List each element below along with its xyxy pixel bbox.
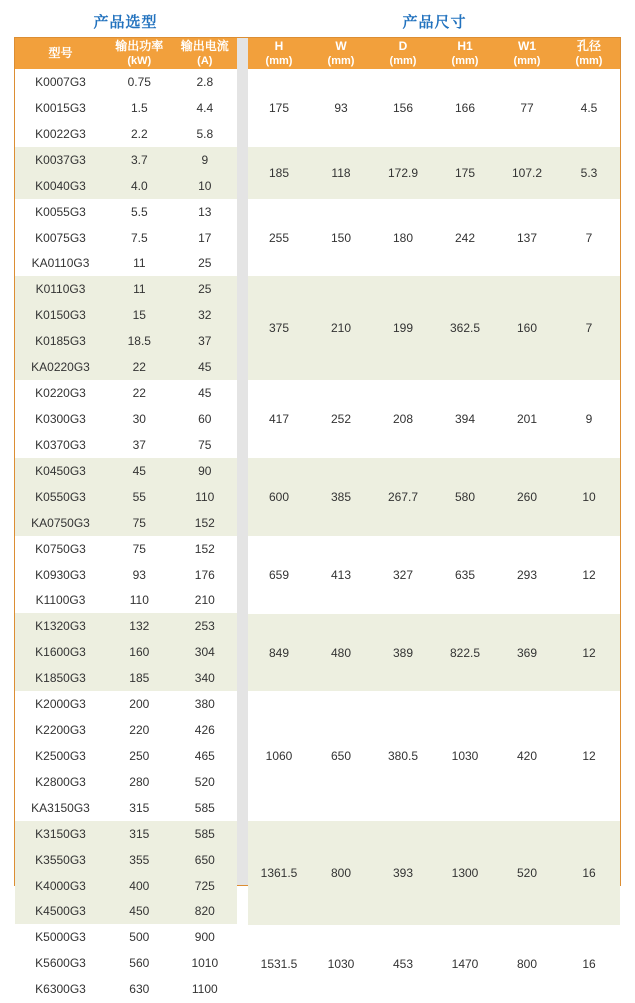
model-cell: KA0110G3 [31, 256, 90, 271]
power-kw-cell: 560 [129, 956, 150, 971]
dim-hole-diameter-cell: 7 [585, 321, 593, 336]
current-a-cell: 585 [194, 826, 215, 841]
table-row [15, 121, 237, 147]
dim-w1-cell: 260 [516, 489, 538, 504]
dim-d-cell: 380.5 [387, 749, 419, 764]
table-row [15, 250, 237, 276]
model-cell: K6300G3 [35, 982, 86, 997]
model-cell: K5600G3 [35, 956, 86, 971]
model-group [15, 458, 237, 536]
dim-h-cell: 600 [268, 489, 290, 504]
current-a-cell: 152 [194, 541, 215, 556]
dim-h1-cell: 1300 [451, 865, 479, 880]
model-cell: K0007G3 [35, 74, 86, 89]
power-kw-cell: 4.0 [130, 178, 148, 193]
model-cell: K0040G3 [35, 178, 86, 193]
power-kw-cell: 15 [132, 308, 146, 323]
table-row [15, 536, 237, 562]
dim-w-cell: 480 [330, 645, 352, 660]
current-a-cell: 45 [198, 360, 212, 375]
dim-h-cell: 849 [268, 645, 290, 660]
model-cell: K0550G3 [35, 489, 86, 504]
table-row [15, 458, 237, 484]
power-kw-cell: 0.75 [127, 74, 151, 89]
current-a-cell: 1010 [191, 956, 219, 971]
table-row [15, 199, 237, 225]
table-row [15, 380, 237, 406]
power-kw-cell: 75 [132, 515, 146, 530]
power-kw-cell: 22 [132, 386, 146, 401]
power-kw-cell: 315 [129, 826, 150, 841]
current-a-cell: 520 [194, 774, 215, 789]
dim-h1-cell: 242 [454, 230, 476, 245]
dim-hole-diameter-cell: 12 [582, 749, 596, 764]
dim-w1-cell: 800 [516, 956, 538, 971]
dim-hole-diameter-cell: 4.5 [580, 100, 598, 115]
dim-hole-diameter-cell: 9 [585, 412, 593, 427]
power-kw-cell: 200 [129, 697, 150, 712]
current-a-cell: 10 [198, 178, 212, 193]
header-output-power: 输出功率 (kW) [115, 39, 164, 68]
dim-h-cell: 659 [268, 567, 290, 582]
spec-tables-container [14, 37, 621, 997]
current-a-cell: 253 [194, 619, 215, 634]
model-cell: K0150G3 [35, 308, 86, 323]
model-group [15, 613, 237, 691]
dim-d-cell: 389 [392, 645, 414, 660]
current-a-cell: 820 [194, 904, 215, 919]
power-kw-cell: 93 [132, 567, 146, 582]
model-cell: K4500G3 [35, 904, 86, 919]
current-a-cell: 176 [194, 567, 215, 582]
header-hole-diameter: 孔径 (mm) [575, 39, 603, 68]
product-selection-table [15, 38, 237, 997]
dim-w1-cell: 201 [516, 412, 538, 427]
dim-hole-diameter-cell: 16 [582, 956, 596, 971]
model-cell: K1100G3 [35, 593, 86, 608]
model-cell: K0750G3 [35, 541, 86, 556]
model-cell: K0075G3 [35, 230, 86, 245]
table-row [15, 484, 237, 510]
model-group [15, 199, 237, 277]
table-row [15, 873, 237, 899]
current-a-cell: 75 [198, 437, 212, 452]
dim-h1-cell: 1030 [451, 749, 479, 764]
current-a-cell: 13 [198, 204, 212, 219]
dimensions-table-header-row [248, 38, 620, 69]
dim-d-cell: 199 [392, 321, 414, 336]
current-a-cell: 90 [198, 463, 212, 478]
power-kw-cell: 3.7 [130, 152, 148, 167]
power-kw-cell: 11 [133, 282, 146, 297]
table-row [15, 613, 237, 639]
model-cell: K2200G3 [35, 723, 86, 738]
table-row [15, 510, 237, 536]
current-a-cell: 37 [198, 334, 212, 349]
dim-d-cell: 393 [392, 865, 414, 880]
dim-w1-cell: 160 [516, 321, 538, 336]
header-h1: H1 (mm) [451, 39, 479, 68]
dim-hole-diameter-cell: 7 [585, 230, 593, 245]
model-group [15, 821, 237, 925]
current-a-cell: 304 [194, 645, 215, 660]
table-divider [237, 38, 248, 885]
dim-d-cell: 453 [392, 956, 414, 971]
model-cell: K1320G3 [35, 619, 86, 634]
current-a-cell: 152 [194, 515, 215, 530]
dim-d-cell: 180 [392, 230, 414, 245]
dim-h-cell: 417 [268, 412, 290, 427]
dimension-group-row [248, 821, 620, 925]
power-kw-cell: 22 [132, 360, 146, 375]
dim-h-cell: 1531.5 [260, 956, 298, 971]
header-output-current: 输出电流 (A) [180, 39, 229, 68]
power-kw-cell: 315 [129, 800, 150, 815]
dimension-group-row [248, 536, 620, 614]
table-row [15, 821, 237, 847]
model-group [15, 276, 237, 380]
dimensions-table-body [248, 69, 620, 1003]
dim-w-cell: 385 [330, 489, 352, 504]
dim-w-cell: 413 [330, 567, 352, 582]
dim-hole-diameter-cell: 12 [582, 567, 596, 582]
dim-h1-cell: 822.5 [449, 645, 481, 660]
dim-w1-cell: 77 [520, 100, 534, 115]
model-cell: KA0750G3 [31, 515, 90, 530]
dim-w1-cell: 137 [516, 230, 538, 245]
header-model: 型号 [48, 46, 73, 61]
dim-h1-cell: 362.5 [449, 321, 481, 336]
table-row [15, 302, 237, 328]
model-cell: K0110G3 [35, 282, 86, 297]
model-cell: K0015G3 [35, 100, 86, 115]
dim-h1-cell: 635 [454, 567, 476, 582]
current-a-cell: 60 [198, 411, 212, 426]
section-title-product-selection: 产品选型 [93, 13, 158, 31]
current-a-cell: 25 [198, 256, 212, 271]
dim-d-cell: 327 [392, 567, 414, 582]
model-group [15, 69, 237, 147]
power-kw-cell: 7.5 [130, 230, 148, 245]
model-cell: K0450G3 [35, 463, 86, 478]
current-a-cell: 2.8 [196, 74, 214, 89]
power-kw-cell: 160 [129, 645, 150, 660]
power-kw-cell: 37 [132, 437, 146, 452]
dim-h1-cell: 580 [454, 489, 476, 504]
model-cell: K3550G3 [35, 852, 86, 867]
dimension-group-row [248, 614, 620, 692]
model-cell: K4000G3 [35, 878, 86, 893]
dimension-group-row [248, 199, 620, 277]
current-a-cell: 25 [198, 282, 212, 297]
model-cell: K2800G3 [35, 774, 86, 789]
dim-w-cell: 252 [330, 412, 352, 427]
dim-h-cell: 1361.5 [260, 865, 298, 880]
current-a-cell: 17 [198, 230, 212, 245]
model-cell: KA3150G3 [31, 800, 90, 815]
table-row [15, 976, 237, 1002]
power-kw-cell: 250 [129, 748, 150, 763]
model-cell: K0185G3 [35, 334, 86, 349]
current-a-cell: 9 [201, 152, 209, 167]
power-kw-cell: 500 [129, 930, 150, 945]
dim-h-cell: 1060 [265, 749, 293, 764]
dim-w-cell: 1030 [327, 956, 355, 971]
current-a-cell: 725 [194, 878, 215, 893]
power-kw-cell: 1.5 [130, 100, 148, 115]
power-kw-cell: 75 [132, 541, 146, 556]
current-a-cell: 210 [194, 593, 215, 608]
dimension-group-row [248, 458, 620, 536]
power-kw-cell: 110 [129, 593, 149, 608]
dimension-group-row [248, 380, 620, 458]
table-row [15, 225, 237, 251]
model-cell: K1600G3 [35, 645, 86, 660]
dim-w1-cell: 420 [516, 749, 538, 764]
model-cell: K0370G3 [35, 437, 86, 452]
dim-d-cell: 267.7 [387, 489, 419, 504]
dim-d-cell: 208 [392, 412, 414, 427]
dim-h-cell: 255 [268, 230, 290, 245]
selection-table-header-row [15, 38, 237, 69]
dim-hole-diameter-cell: 12 [582, 645, 596, 660]
model-cell: K0930G3 [35, 567, 86, 582]
table-row [15, 847, 237, 873]
table-row [15, 354, 237, 380]
power-kw-cell: 630 [129, 982, 150, 997]
dim-w-cell: 150 [330, 230, 352, 245]
model-cell: K1850G3 [35, 671, 86, 686]
current-a-cell: 110 [195, 489, 215, 504]
dimension-group-row [248, 276, 620, 380]
table-row [15, 562, 237, 588]
dimension-group-row [248, 925, 620, 1003]
table-row [15, 691, 237, 717]
power-kw-cell: 45 [132, 463, 146, 478]
dim-w-cell: 210 [330, 321, 352, 336]
power-kw-cell: 18.5 [127, 334, 151, 349]
power-kw-cell: 355 [129, 852, 150, 867]
table-row [15, 899, 237, 925]
current-a-cell: 380 [194, 697, 215, 712]
table-row [15, 769, 237, 795]
table-row [15, 328, 237, 354]
selection-table-body [15, 69, 237, 1002]
power-kw-cell: 400 [129, 878, 150, 893]
table-row [15, 795, 237, 821]
dim-w1-cell: 369 [516, 645, 538, 660]
table-row [15, 276, 237, 302]
header-w: W (mm) [327, 39, 355, 68]
table-row [15, 587, 237, 613]
table-row [15, 69, 237, 95]
current-a-cell: 426 [194, 723, 215, 738]
dim-w1-cell: 293 [516, 567, 538, 582]
model-group [15, 924, 237, 1002]
section-title-product-dimensions: 产品尺寸 [402, 13, 467, 31]
current-a-cell: 45 [198, 386, 212, 401]
dim-hole-diameter-cell: 16 [582, 865, 596, 880]
current-a-cell: 900 [194, 930, 215, 945]
model-cell: K2500G3 [35, 748, 86, 763]
dim-w-cell: 93 [334, 100, 348, 115]
dim-hole-diameter-cell: 10 [582, 489, 596, 504]
power-kw-cell: 55 [132, 489, 146, 504]
power-kw-cell: 450 [129, 904, 150, 919]
model-group [15, 147, 237, 199]
table-row [15, 639, 237, 665]
model-cell: K0055G3 [35, 204, 86, 219]
header-h: H (mm) [265, 39, 293, 68]
dim-w1-cell: 520 [516, 865, 538, 880]
model-cell: K0037G3 [35, 152, 86, 167]
current-a-cell: 1100 [191, 982, 218, 997]
dim-h1-cell: 1470 [451, 956, 479, 971]
product-dimensions-table [248, 38, 620, 971]
table-row [15, 173, 237, 199]
dimension-group-row [248, 147, 620, 199]
dim-w-cell: 650 [330, 749, 352, 764]
table-row [15, 924, 237, 950]
table-row [15, 950, 237, 976]
dim-h1-cell: 394 [454, 412, 476, 427]
table-row [15, 406, 237, 432]
header-d: D (mm) [389, 39, 417, 68]
dim-hole-diameter-cell: 5.3 [580, 165, 598, 180]
power-kw-cell: 30 [132, 411, 146, 426]
power-kw-cell: 5.5 [130, 204, 148, 219]
model-cell: K0300G3 [35, 411, 86, 426]
power-kw-cell: 280 [129, 774, 150, 789]
power-kw-cell: 220 [129, 723, 150, 738]
dim-h-cell: 185 [268, 165, 290, 180]
model-cell: K0022G3 [35, 126, 86, 141]
table-row [15, 743, 237, 769]
table-row [15, 432, 237, 458]
model-group [15, 691, 237, 821]
dim-w1-cell: 107.2 [511, 165, 543, 180]
header-w1: W1 (mm) [513, 39, 541, 68]
current-a-cell: 465 [194, 748, 215, 763]
model-cell: K3150G3 [35, 826, 86, 841]
table-row [15, 665, 237, 691]
model-group [15, 536, 237, 614]
power-kw-cell: 11 [133, 256, 146, 271]
dim-w-cell: 800 [330, 865, 352, 880]
power-kw-cell: 185 [129, 671, 150, 686]
model-cell: KA0220G3 [31, 360, 90, 375]
dim-w-cell: 118 [331, 165, 351, 180]
dim-h-cell: 175 [268, 100, 290, 115]
current-a-cell: 585 [194, 800, 215, 815]
power-kw-cell: 2.2 [130, 126, 148, 141]
table-row [15, 717, 237, 743]
model-cell: K0220G3 [35, 386, 86, 401]
table-row [15, 95, 237, 121]
dim-h1-cell: 166 [454, 100, 476, 115]
current-a-cell: 32 [198, 308, 212, 323]
current-a-cell: 340 [194, 671, 215, 686]
dimension-group-row [248, 691, 620, 821]
power-kw-cell: 132 [129, 619, 150, 634]
dim-d-cell: 156 [392, 100, 414, 115]
model-group [15, 380, 237, 458]
current-a-cell: 4.4 [196, 100, 214, 115]
model-cell: K5000G3 [35, 930, 86, 945]
current-a-cell: 5.8 [196, 126, 214, 141]
current-a-cell: 650 [194, 852, 215, 867]
dim-h1-cell: 175 [454, 165, 476, 180]
table-row [15, 147, 237, 173]
dim-d-cell: 172.9 [387, 165, 419, 180]
dimension-group-row [248, 69, 620, 147]
dim-h-cell: 375 [268, 321, 290, 336]
model-cell: K2000G3 [35, 697, 86, 712]
